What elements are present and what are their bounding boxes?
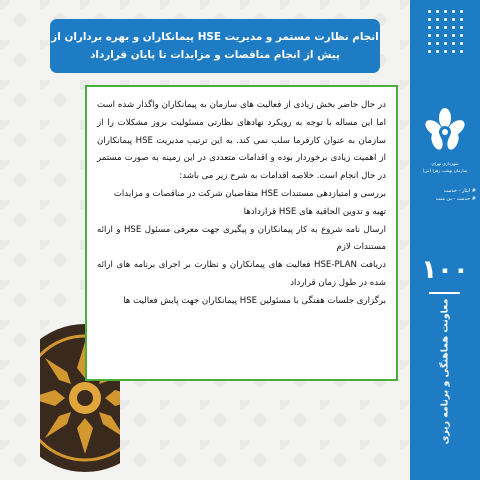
flower-emblem-icon [424,108,466,154]
list-item-3: ارسال نامه شروع به کار پیمانکاران و پیگیری جهت معرفی مسئول HSE و ارائه مستندات لازم [97,224,386,253]
org-line-1: شهرداری تهران [431,161,459,166]
content-box [85,85,398,381]
list-item-1: بررسی و امتیازدهی مستندات HSE متقاضیان شرکت در مناقصات و مزایدات [113,188,386,199]
org-line-2: سازمان بهشت زهرا (س) [422,168,468,173]
right-sidebar [410,0,480,480]
vertical-department-title: معاونت هماهنگی و برنامه ریزی [439,298,451,445]
intro-paragraph: در حال حاضر بخش زیادی از فعالیت های سازمان به پیمانکاران واگذار شده است اما این مساله با توجه به رویکرد نهادهای نظارتی مسئولیت بروز مشکلات را از سازمان به عنوان کارفرما سلب نمی کند. به این ترتیب مدیریت HSE پیمانکاران از اهمیت زیادی برخوردار بوده و اقدامات متعددی در این زمینه به صورت مستمر در حال انجام است. خلاصه اقدامات به شرح زیر می باشد: [97,100,386,182]
list-item-4: دریافت HSE-PLAN فعالیت های پیمانکاران و نظارت بر اجرای برنامه های ارائه شده در طول زمان قرارداد [97,260,387,288]
issue-number: ۱۰۰ [421,255,469,285]
dot-grid-decoration [428,10,468,64]
list-item-2: تهیه و تدوین الحاقیه های HSE قراردادها [243,206,386,217]
slogan [416,187,476,203]
title-line-2: پیش از انجام مناقصات و مزایدات تا پایان قرارداد [90,49,340,61]
slogan-line-1: # ایثار - خدمت [443,188,476,194]
title-line-1: انجام نظارت مستمر و مدیریت HSE پیمانکاران و بهره برداران از [51,31,379,43]
title-banner [50,19,380,73]
organization-name [414,160,476,174]
slogan-line-2: # خدمت - بی منت [435,196,476,202]
list-item-5: برگزاری جلسات هفتگی با مسئولین HSE پیمانکاران جهت پایش فعالیت ها [123,295,386,306]
